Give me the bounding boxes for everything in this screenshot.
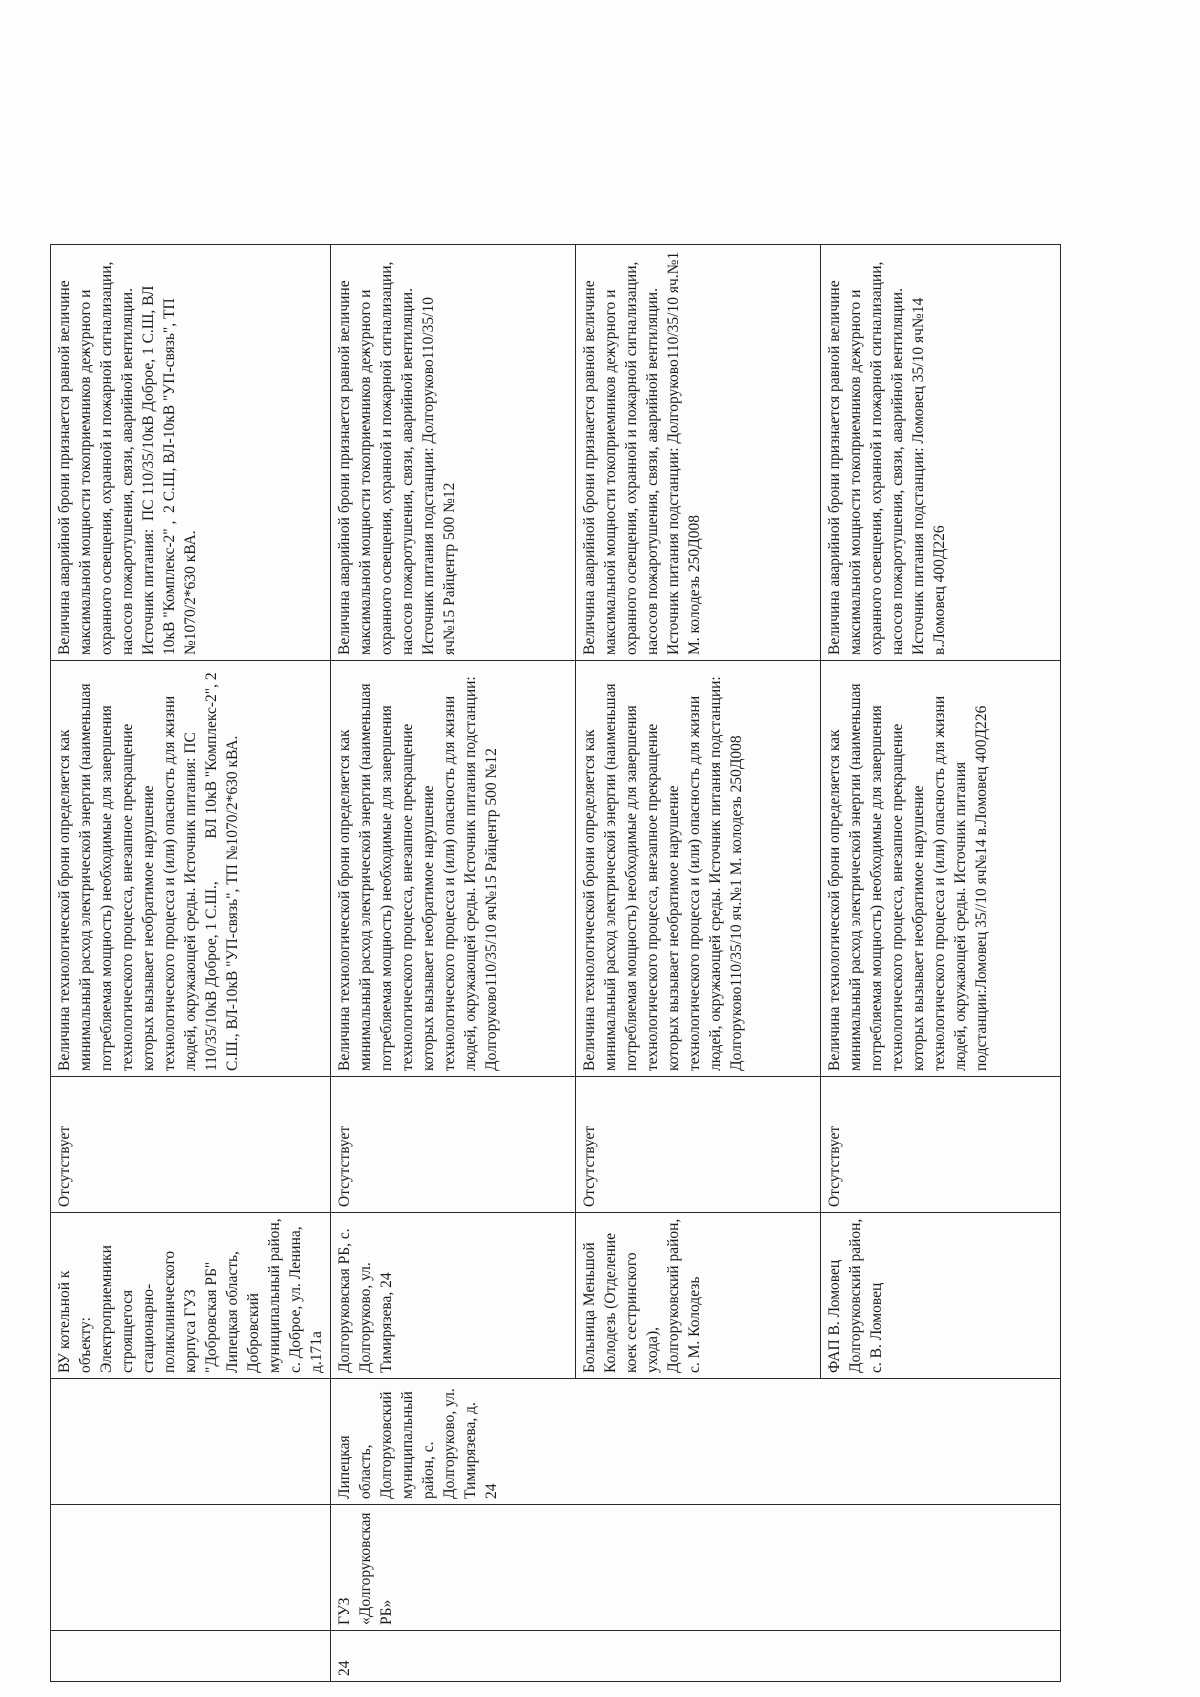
- object-cell: [576, 1213, 821, 1379]
- tech-bron-text: Величина технологической брони определяется как минимальный расход электрической энергии (наименьшая потребляемая мощность) необходимые для завершения технологического процесса, внезапное прекращение которых вызывает необратимое нарушение технологического процесса и (или) опасность для жизни людей, окружающей среды. Источник питания: ПС 110/35/10кВ Доброе, 1 С.Ш., ВЛ 10кВ "Комплекс-2", 2 С.Ш., ВЛ-10кВ "УП-связь", ТП №1070/2*630 кВА.: [56, 668, 241, 1071]
- emergency-bron-text: Величина аварийной брони признается равной величине максимальной мощности токоприемников дежурного и охранного освещения, охранной и пожарной сигнализации, насосов пожаротушения, связи, аварийной вентиляции. Источник питания подстанции: Долгоруково110/35/10 яч.№1 М. колодезь 250Д008: [581, 251, 703, 655]
- object-cell: [51, 1213, 331, 1379]
- object-text: Долгоруковская РБ, с. Долгоруково, ул. Тимирязева, 24: [336, 1228, 395, 1373]
- row-number-cell-empty: [51, 1631, 331, 1682]
- emergency-bron-cell: [821, 245, 1061, 661]
- emergency-bron-text: Величина аварийной брони признается равной величине максимальной мощности токоприемников дежурного и охранного освещения, охранной и пожарной сигнализации, насосов пожаротушения, связи, аварийной вентиляции. Источник питания подстанции: Долгоруково110/35/10 яч№15 Райцентр 500 №12: [336, 261, 458, 655]
- technological-cell: [51, 1077, 331, 1213]
- object-text: ВУ котельной к объекту: Электроприемники строящегося стационарно-поликлинического корпуса ГУЗ "Добровская РБ" Липецкая область, Добровский муниципальный район, с. Доброе, ул. Ленина, д.171а: [56, 1218, 325, 1373]
- technological-cell: [821, 1077, 1061, 1213]
- emergency-bron-cell: [51, 245, 331, 661]
- emergency-bron-text: Величина аварийной брони признается равной величине максимальной мощности токоприемников дежурного и охранного освещения, охранной и пожарной сигнализации, насосов пожаротушения, связи, аварийной вентиляции. Источник питания подстанции: Ломовец 35/10 яч№14 в.Ломовец 400Д226: [826, 261, 948, 655]
- tech-bron-cell: [821, 661, 1061, 1077]
- object-text: Больница Меньшой Колодезь (Отделение коек сестринского ухода), Долгоруковский район, с. М. Колодезь: [581, 1218, 703, 1373]
- address-cell: [331, 1379, 1061, 1505]
- tech-bron-cell: [51, 661, 331, 1077]
- tech-bron-text: Величина технологической брони определяется как минимальный расход электрической энергии (наименьшая потребляемая мощность) необходимые для завершения технологического процесса, внезапное прекращение которых вызывает необратимое нарушение технологического процесса и (или) опасность для жизни людей, окружающей среды. Источник питания подстанции: Долгоруково110/35/10 яч№15 Райцентр 500 №12: [336, 676, 500, 1071]
- electricity-reserve-table: [50, 244, 1061, 1682]
- technological-text: Отсутствует: [826, 1125, 843, 1207]
- tech-bron-text: Величина технологической брони определяется как минимальный расход электрической энергии (наименьшая потребляемая мощность) необходимые для завершения технологического процесса, внезапное прекращение которых вызывает необратимое нарушение технологического процесса и (или) опасность для жизни людей, окружающей среды. Источник питания подстанции: Долгоруково110/35/10 яч.№1 М. колодезь 250Д008: [581, 676, 745, 1071]
- organization-name: ГУЗ «Долгоруковская РБ»: [336, 1512, 395, 1625]
- row-number: 24: [336, 1660, 353, 1676]
- technological-text: Отсутствует: [56, 1125, 73, 1207]
- address-cell-empty: [51, 1379, 331, 1505]
- emergency-bron-text: Величина аварийной брони признается равной величине максимальной мощности токоприемников дежурного и охранного освещения, охранной и пожарной сигнализации, насосов пожаротушения, связи, аварийной вентиляции. Источник питания: ПС 110/35/10кВ Доброе, 1 С.Ш, ВЛ 10кВ "Комплекс-2" , 2 С.Ш, ВЛ-10кВ "УП-связь", ТП №1070/2*630 кВА.: [56, 257, 199, 655]
- table-row: [51, 245, 331, 1682]
- organization-cell-empty: [51, 1505, 331, 1631]
- technological-cell: [331, 1077, 576, 1213]
- object-text: ФАП В. Ломовец Долгоруковский район, с. В. Ломовец: [826, 1218, 885, 1373]
- technological-text: Отсутствует: [581, 1125, 598, 1207]
- tech-bron-cell: [576, 661, 821, 1077]
- address-text: Липецкая область, Долгоруковский муниципальный район, с. Долгоруково, ул. Тимирязева, д. 24: [336, 1388, 500, 1499]
- row-number-cell: [331, 1631, 1061, 1682]
- tech-bron-text: Величина технологической брони определяется как минимальный расход электрической энергии (наименьшая потребляемая мощность) необходимые для завершения технологического процесса, внезапное прекращение которых вызывает необратимое нарушение технологического процесса и (или) опасность для жизни людей, окружающей среды. Источник питания подстанции:Ломовец 35//10 яч№14 в.Ломовец 400Д226: [826, 683, 990, 1071]
- emergency-bron-cell: [576, 245, 821, 661]
- tech-bron-cell: [331, 661, 576, 1077]
- table-row: [331, 245, 576, 1682]
- technological-text: Отсутствует: [336, 1125, 353, 1207]
- rotated-landscape-sheet: [18, 0, 1008, 1690]
- technological-cell: [576, 1077, 821, 1213]
- object-cell: [331, 1213, 576, 1379]
- emergency-bron-cell: [331, 245, 576, 661]
- organization-cell: [331, 1505, 1061, 1631]
- object-cell: [821, 1213, 1061, 1379]
